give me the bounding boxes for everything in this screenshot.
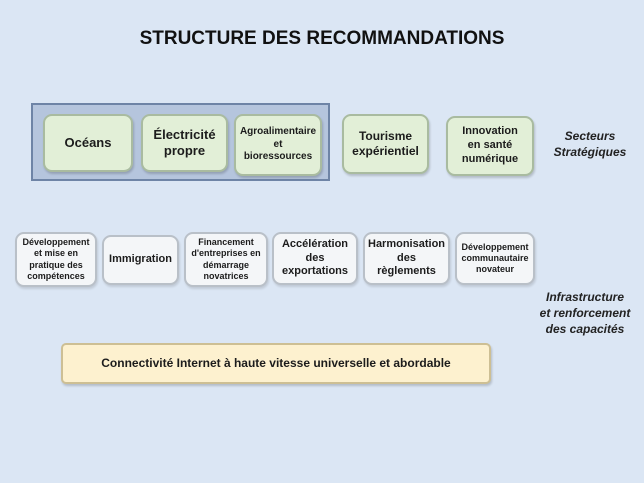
sector-box-clean-electricity: Électricité propre: [141, 114, 228, 172]
infra-box-skills: Développement et mise en pratique des compétences: [15, 232, 97, 287]
sector-box-digital-health: Innovation en santé numérique: [446, 116, 534, 176]
infrastructure-label-line1: Infrastructure: [545, 290, 625, 304]
connectivity-box: Connectivité Internet à haute vitesse universelle et abordable: [61, 343, 491, 384]
infra-box-community-development: Développement communautaire novateur: [455, 232, 535, 285]
diagram-title: STRUCTURE DES RECOMMANDATIONS: [139, 28, 505, 49]
sector-box-agrifood: Agroalimentaire et bioressources: [234, 114, 322, 176]
sectors-label-line1: Secteurs: [564, 129, 616, 143]
infra-box-immigration: Immigration: [102, 235, 179, 285]
sectors-label-line2: Stratégiques: [553, 145, 627, 160]
infra-box-startup-financing: Financement d'entreprises en démarrage novatrices: [184, 232, 268, 287]
infrastructure-label-line2: et renforcement: [539, 306, 631, 321]
sectors-label: [540, 128, 640, 160]
sector-box-oceans: Océans: [43, 114, 133, 172]
infra-box-export-acceleration: Accélération des exportations: [272, 232, 358, 285]
infra-box-regulatory-harmonization: Harmonisation des règlements: [363, 232, 450, 285]
infrastructure-label: [530, 289, 640, 338]
infrastructure-label-line3: des capacités: [545, 322, 625, 337]
sector-box-experiential-tourism: Tourisme expérientiel: [342, 114, 429, 174]
